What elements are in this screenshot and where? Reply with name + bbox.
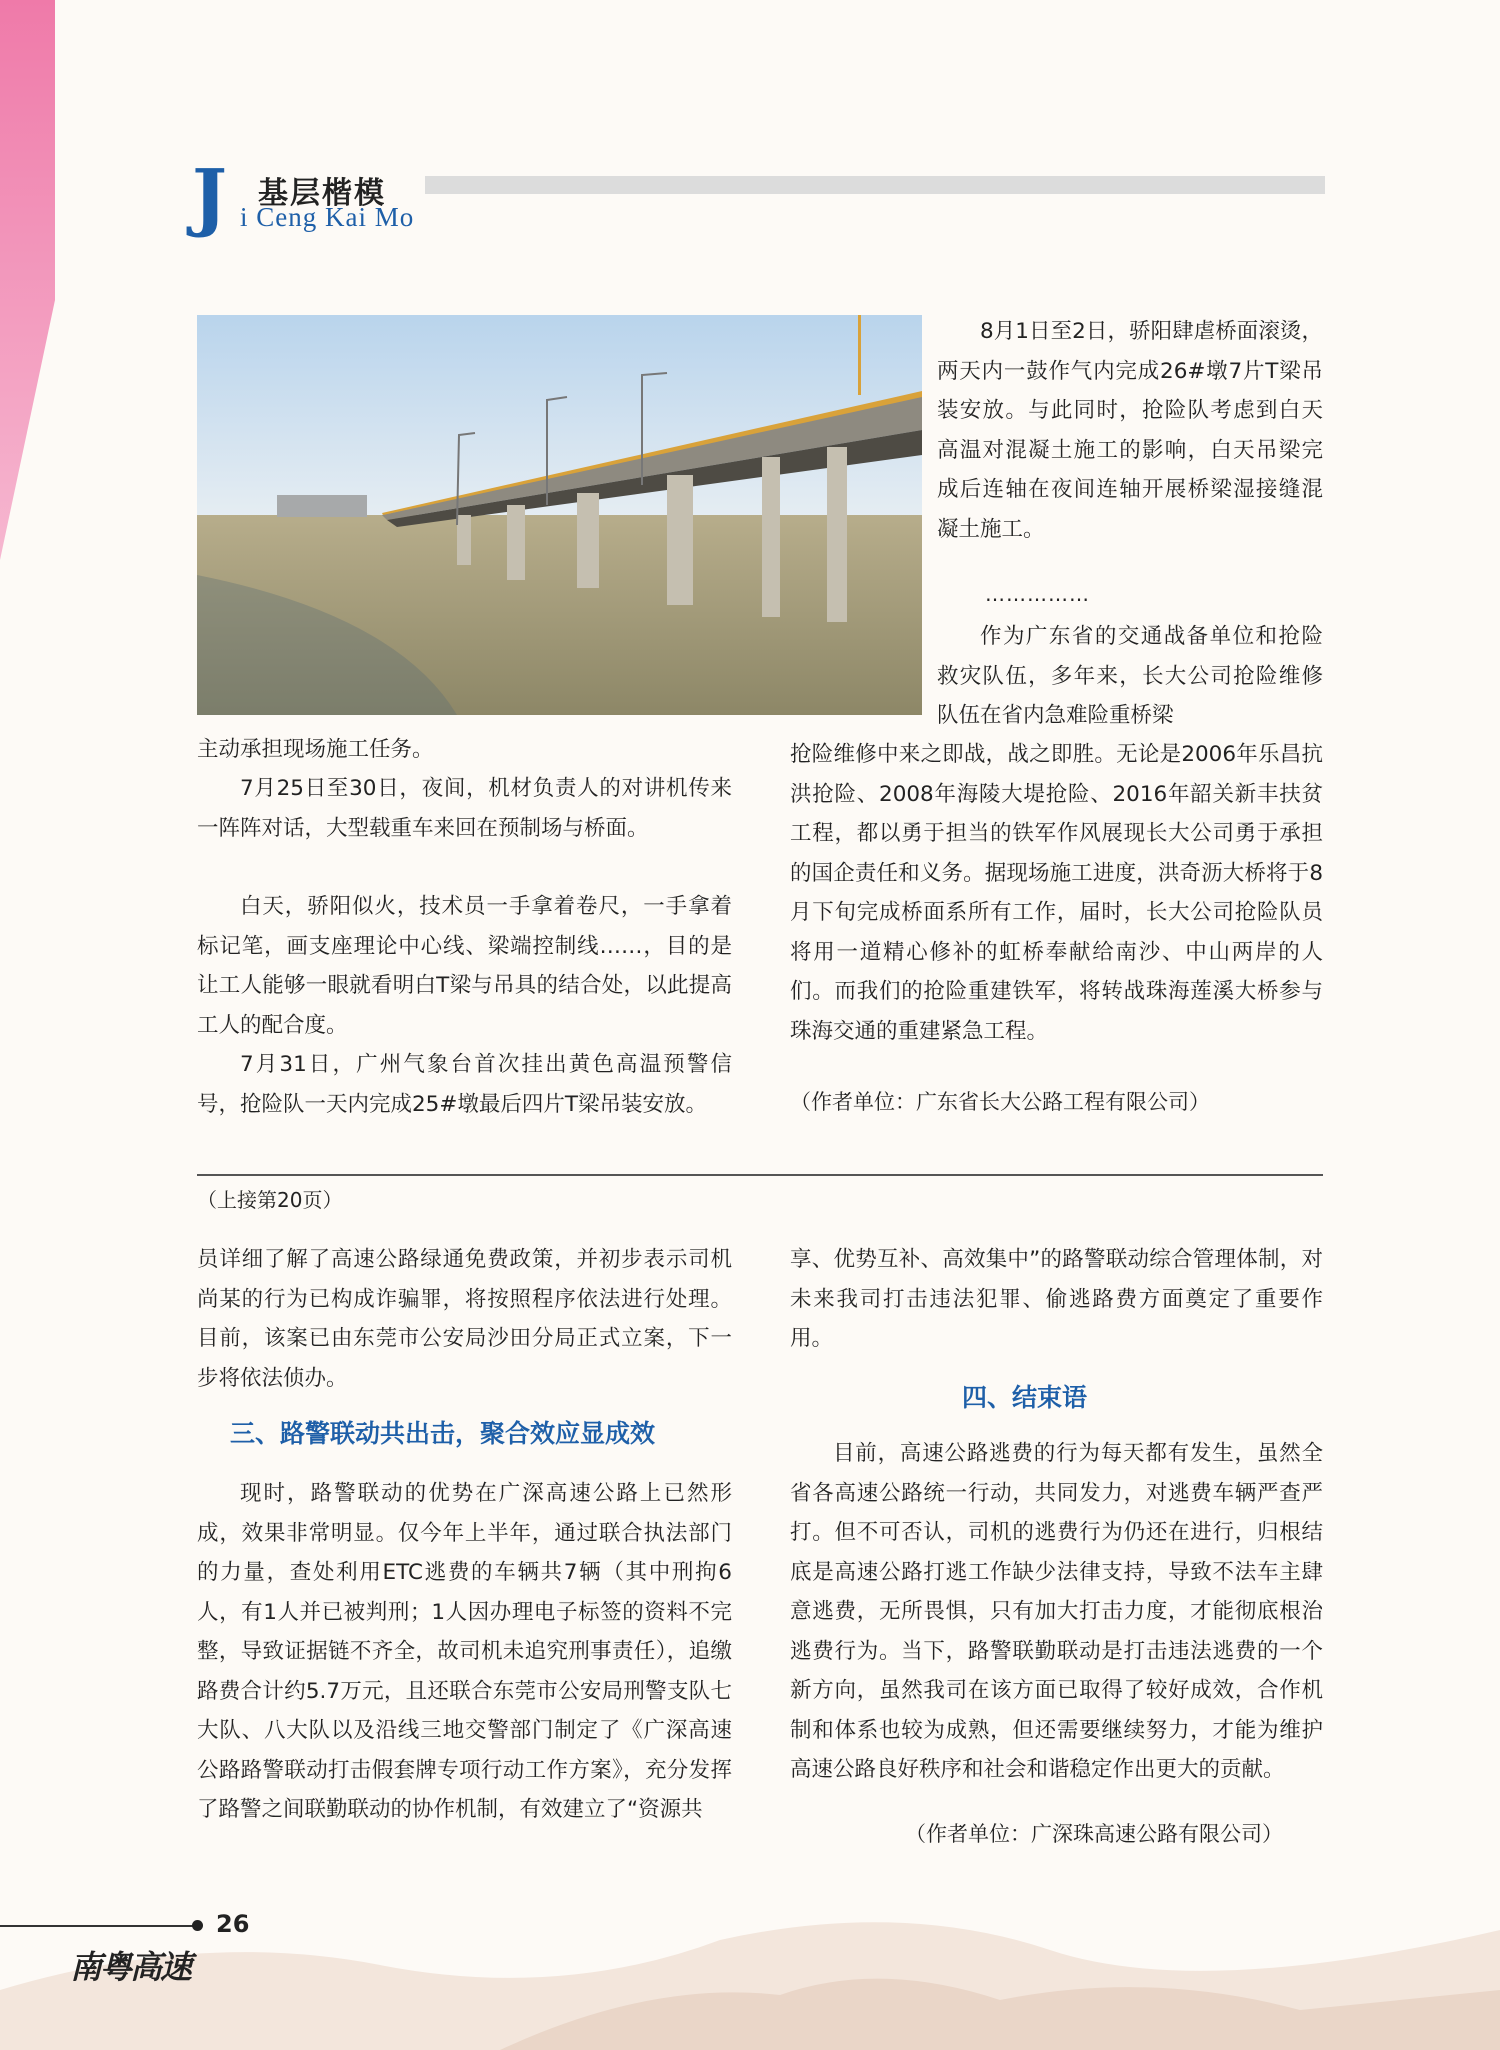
left-paragraph-3: 白天，骄阳似火，技术员一手拿着卷尺，一手拿着标记笔，画支座理论中心线、梁端控制线……，目的是让工人能够一眼就看明白T梁与吊具的结合处，以此提高工人的配合度。 bbox=[197, 894, 732, 1038]
bottom-right-paragraph-1: 享、优势互补、高效集中”的路警联动综合管理体制，对未来我司打击违法犯罪、偷逃路费方面奠定了重要作用。 bbox=[790, 1247, 1323, 1351]
right-paragraph-2: 抢险维修中来之即战，战之即胜。无论是2006年乐昌抗洪抢险、2008年海陵大堤抢险、2016年韶关新丰扶贫工程，都以勇于担当的铁军作风展现长大公司勇于承担的国企责任和义务。据现场施工进度，洪奇沥大桥将于8月下旬完成桥面系所有工作，届时，长大公司抢险队员将用一道精心修补的虹桥奉献给南沙、中山两岸的人们。而我们的抢险重建铁军，将转战珠海莲溪大桥参与珠海交通的重建紧急工程。 bbox=[790, 742, 1323, 1044]
header-initial: J bbox=[192, 154, 228, 240]
section-divider bbox=[197, 1174, 1323, 1176]
continued-from-note: （上接第20页） bbox=[197, 1188, 343, 1212]
magazine-logo: 南粤高速 bbox=[70, 1948, 191, 1986]
left-paragraph-2: 7月25日至30日，夜间，机材负责人的对讲机传来一阵阵对话，大型载重车来回在预制场与桥面。 bbox=[197, 776, 732, 841]
section-heading-4: 四、结束语 bbox=[962, 1383, 1088, 1412]
pink-side-decoration bbox=[0, 0, 55, 560]
header-bar bbox=[425, 176, 1325, 194]
left-paragraph-4: 7月31日，广州气象台首次挂出黄色高温预警信号，抢险队一天内完成25#墩最后四片T梁吊装安放。 bbox=[197, 1052, 732, 1117]
column-title: 基层楷模 bbox=[258, 176, 386, 211]
left-paragraph-1: 主动承担现场施工任务。 bbox=[197, 737, 434, 762]
right-paragraph-1: 8月1日至2日，骄阳肆虐桥面滚烫，两天内一鼓作气内完成26#墩7片T梁吊装安放。与此同时，抢险队考虑到白天高温对混凝土施工的影响，白天吊梁完成后连轴在夜间连轴开展桥梁湿接缝混凝土施工。 bbox=[937, 319, 1323, 542]
ellipsis-separator: …………… bbox=[985, 582, 1090, 606]
page-number: 26 bbox=[216, 1910, 250, 1938]
author-unit-2: （作者单位：广深珠高速公路有限公司） bbox=[905, 1822, 1283, 1846]
footer-line bbox=[0, 1925, 195, 1927]
right-paragraph-2-head: 作为广东省的交通战备单位和抢险救灾队伍，多年来，长大公司抢险维修队伍在省内急难险重桥梁 bbox=[937, 624, 1323, 728]
section-heading-3: 三、路警联动共出击，聚合效应显成效 bbox=[230, 1419, 656, 1448]
bridge-photo bbox=[197, 315, 922, 715]
footer-dot bbox=[192, 1920, 203, 1931]
bottom-left-paragraph-1: 员详细了解了高速公路绿通免费政策，并初步表示司机尚某的行为已构成诈骗罪，将按照程序依法进行处理。目前，该案已由东莞市公安局沙田分局正式立案，下一步将依法侦办。 bbox=[197, 1247, 732, 1391]
author-unit-1: （作者单位：广东省长大公路工程有限公司） bbox=[790, 1090, 1210, 1114]
bottom-right-paragraph-2: 目前，高速公路逃费的行为每天都有发生，虽然全省各高速公路统一行动，共同发力，对逃费车辆严查严打。但不可否认，司机的逃费行为仍还在进行，归根结底是高速公路打逃工作缺少法律支持，导致不法车主肆意逃费，无所畏惧，只有加大打击力度，才能彻底根治逃费行为。当下，路警联勤联动是打击违法逃费的一个新方向，虽然我司在该方面已取得了较好成效，合作机制和体系也较为成熟，但还需要继续努力，才能为维护高速公路良好秩序和社会和谐稳定作出更大的贡献。 bbox=[790, 1441, 1323, 1782]
column-title-pinyin: i Ceng Kai Mo bbox=[240, 202, 415, 232]
bottom-left-paragraph-2: 现时，路警联动的优势在广深高速公路上已然形成，效果非常明显。仅今年上半年，通过联合执法部门的力量，查处利用ETC逃费的车辆共7辆（其中刑拘6人，有1人并已被判刑；1人因办理电子标签的资料不完整，导致证据链不齐全，故司机未追究刑事责任），追缴路费合计约5.7万元，且还联合东莞市公安局刑警支队七大队、八大队以及沿线三地交警部门制定了《广深高速公路路警联动打击假套牌专项行动工作方案》，充分发挥了路警之间联勤联动的协作机制，有效建立了“资源共 bbox=[197, 1481, 732, 1822]
